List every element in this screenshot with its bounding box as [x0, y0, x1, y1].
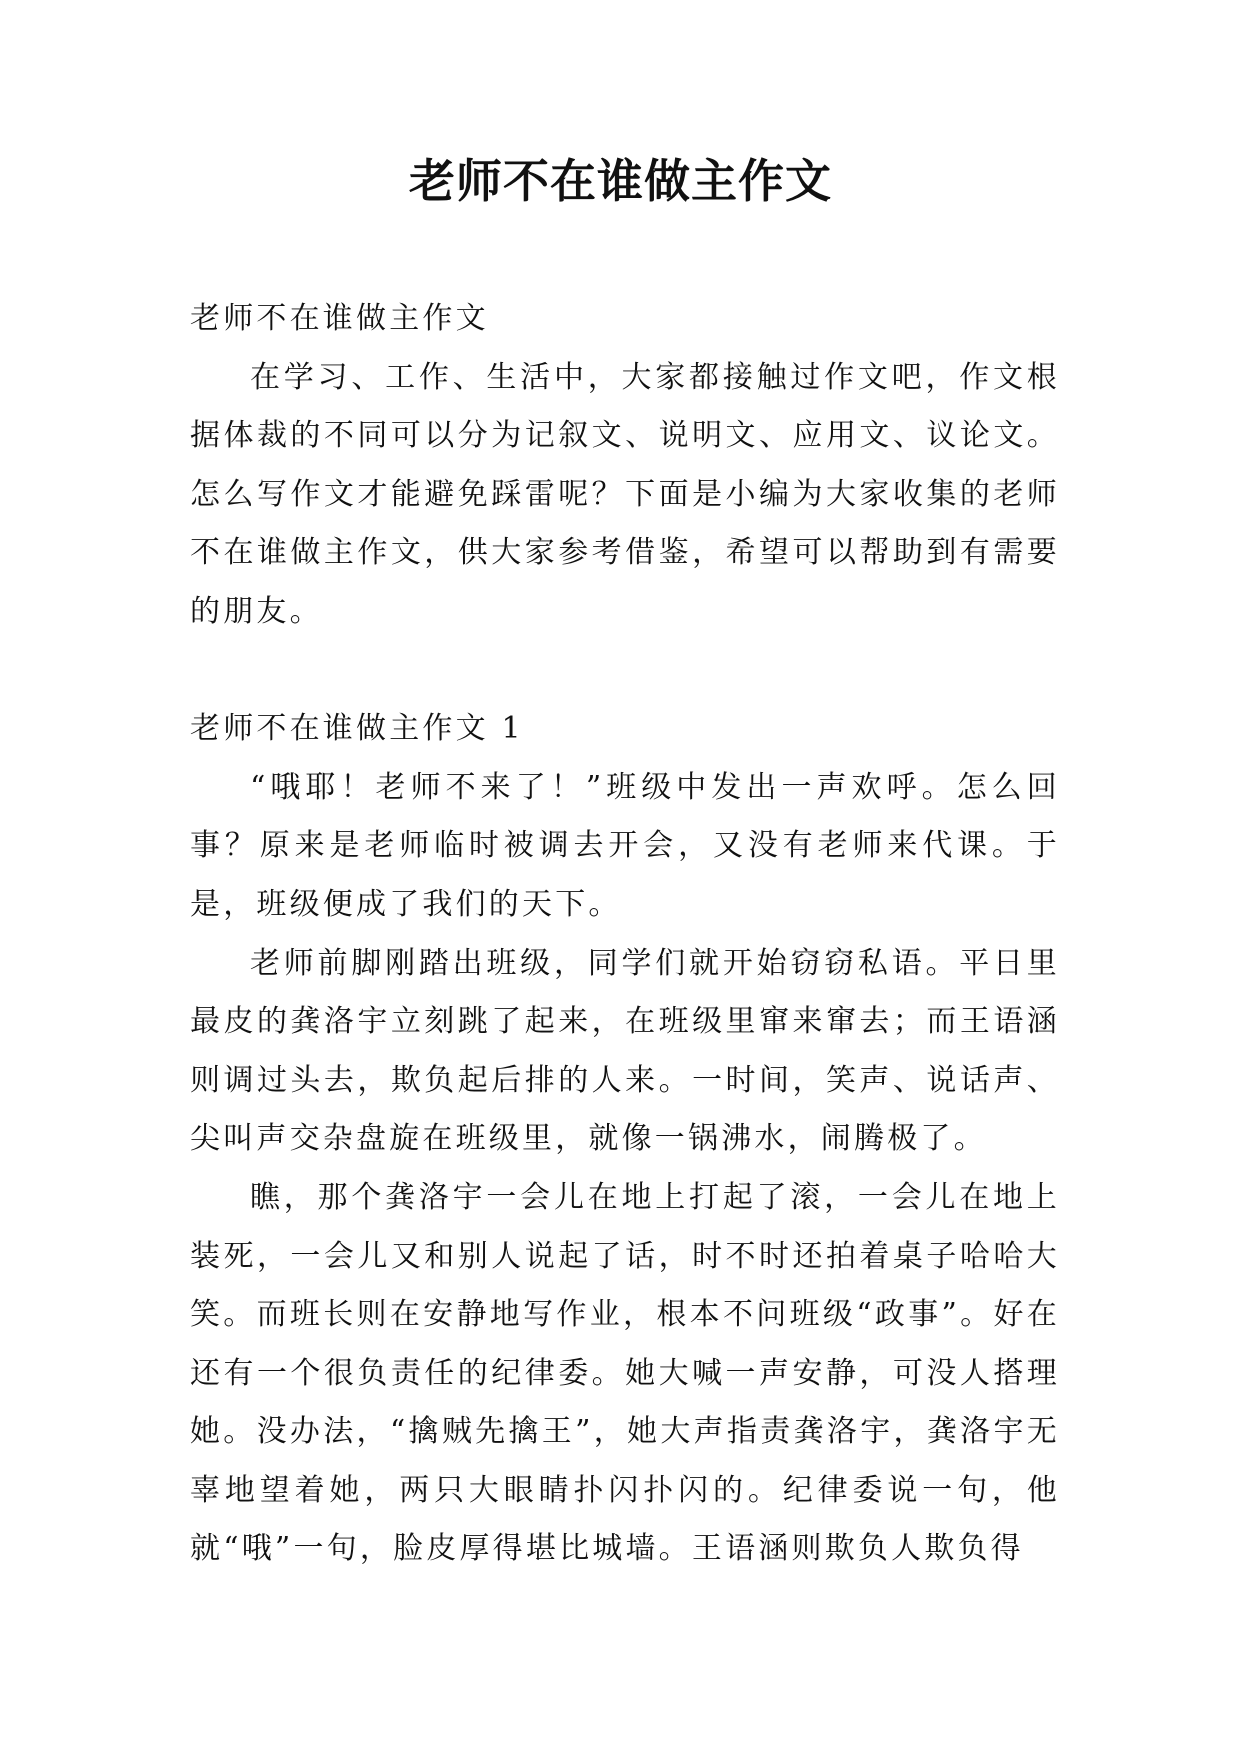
- intro-paragraph: 在学习、工作、生活中，大家都接触过作文吧，作文根据体裁的不同可以分为记叙文、说明文、应用文、议论文。怎么写作文才能避免踩雷呢？下面是小编为大家收集的老师不在谁做主作文，供大家参考借鉴，希望可以帮助到有需要的朋友。: [190, 359, 1060, 629]
- body-paragraph: 老师前脚刚踏出班级，同学们就开始窃窃私语。平日里最皮的龚洛宇立刻跳了起来，在班级里窜来窜去；而王语涵则调过头去，欺负起后排的人来。一时间，笑声、说话声、尖叫声交杂盘旋在班级里，就像一锅沸水，闹腾极了。: [190, 945, 1060, 1157]
- document-body: [190, 290, 1060, 1579]
- body-paragraph: 瞧，那个龚洛宇一会儿在地上打起了滚，一会儿在地上装死，一会儿又和别人说起了话，时不时还拍着桌子哈哈大笑。而班长则在安静地写作业，根本不问班级“政事”。好在还有一个很负责任的纪律委。她大喊一声安静，可没人搭理她。没办法，“擒贼先擒王”，她大声指责龚洛宇，龚洛宇无辜地望着她，两只大眼睛扑闪扑闪的。纪律委说一句，他就“哦”一句，脸皮厚得堪比城墙。王语涵则欺负人欺负得: [190, 1179, 1060, 1567]
- section-spacer: [190, 642, 1060, 701]
- document-subtitle: 老师不在谁做主作文: [190, 301, 489, 336]
- body-paragraph: “哦耶！老师不来了！”班级中发出一声欢呼。怎么回事？原来是老师临时被调去开会，又没有老师来代课。于是，班级便成了我们的天下。: [190, 769, 1060, 922]
- document-title: 老师不在谁做主作文: [409, 154, 832, 208]
- section-heading: 老师不在谁做主作文 1: [190, 711, 524, 747]
